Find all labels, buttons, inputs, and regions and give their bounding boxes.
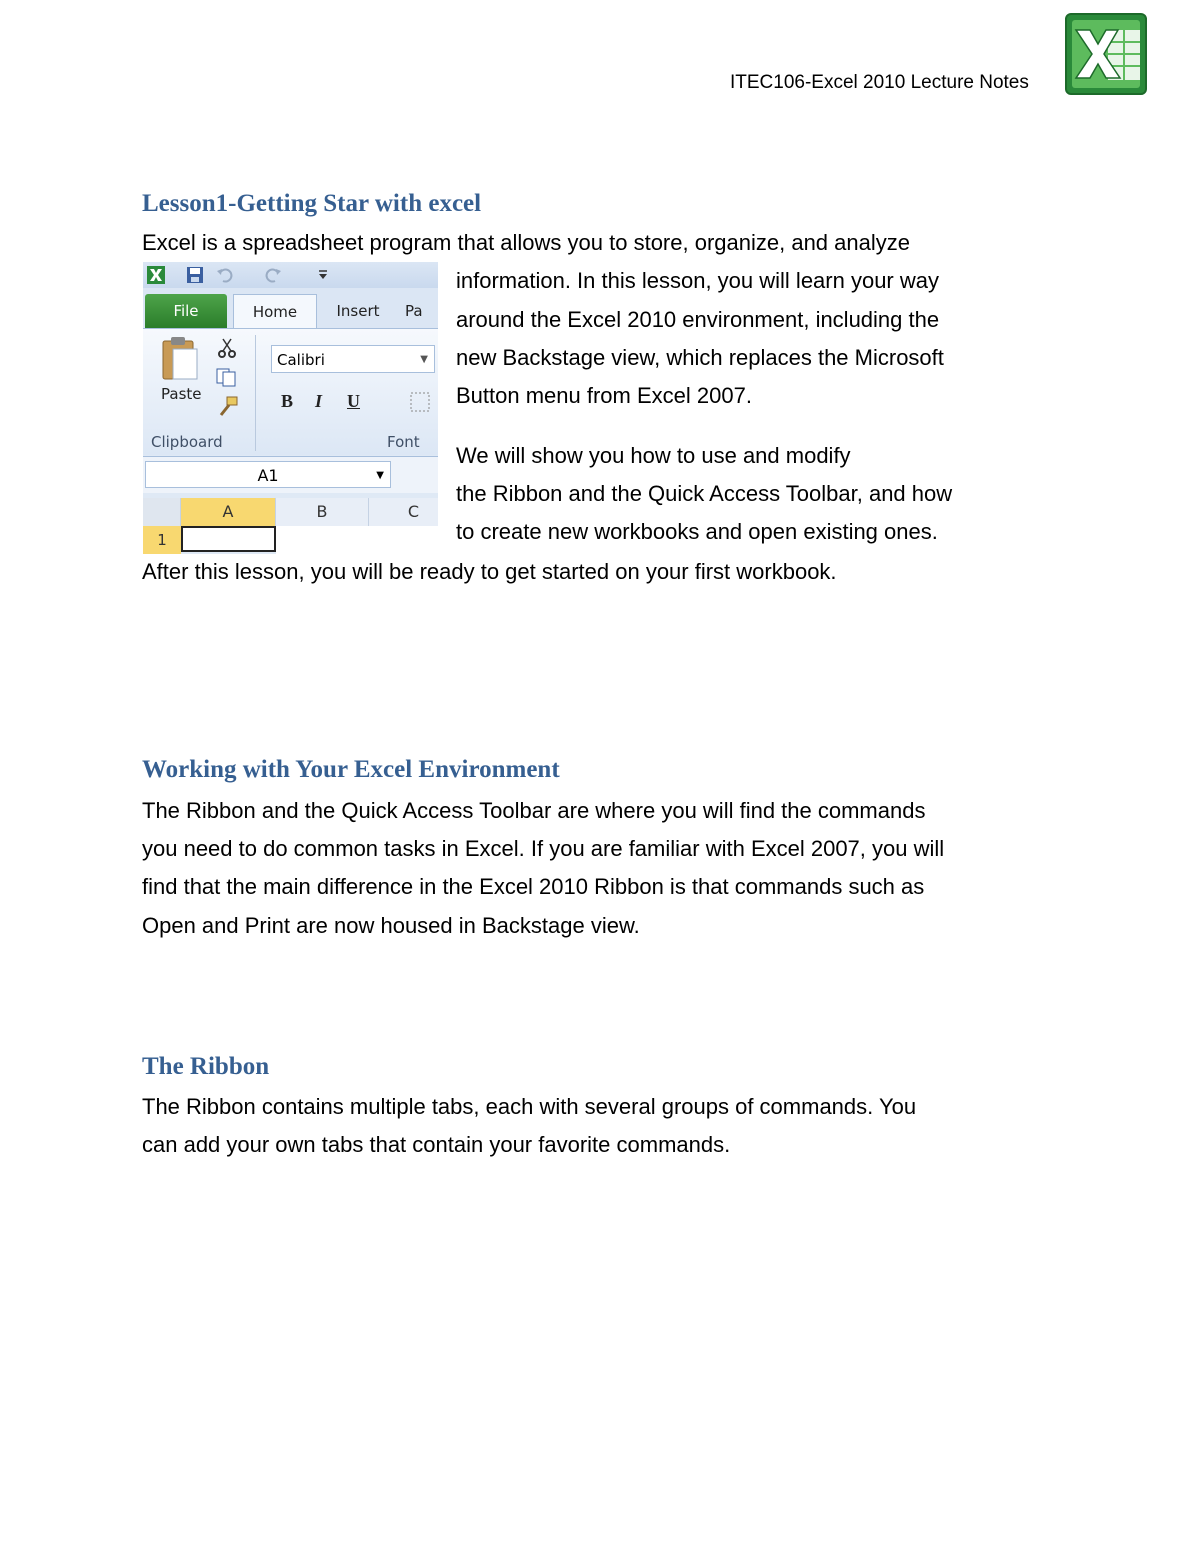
section-heading-environment: Working with Your Excel Environment [142,756,560,783]
column-header: C [369,498,438,526]
bold-button: B [281,391,294,411]
cell [276,526,438,554]
cut-icon [217,337,237,359]
paragraph-line: The Ribbon and the Quick Access Toolbar are where you will find the commands [142,798,926,823]
paragraph-line: Excel is a spreadsheet program that allows you to store, organize, and analyze [142,230,910,255]
row-header: 1 [143,526,181,554]
excel-app-icon [146,265,166,285]
excel-logo-icon [1064,12,1148,96]
paragraph-line: Button menu from Excel 2007. [456,383,752,408]
active-cell [181,526,276,552]
section-heading-ribbon: The Ribbon [142,1053,270,1080]
tab-page-layout: Pa [405,302,423,320]
excel-ribbon-screenshot [143,262,438,554]
paste-label: Paste [161,385,202,403]
header-title: ITEC106-Excel 2010 Lecture Notes [730,72,1029,93]
tab-insert: Insert [336,302,380,320]
ribbon-home [143,328,438,455]
paragraph-line: you need to do common tasks in Excel. If you are familiar with Excel 2007, you will [142,836,945,861]
font-name-value: Calibri [277,351,325,369]
paragraph-line: find that the main difference in the Excel 2010 Ribbon is that commands such as [142,874,925,899]
paragraph-line: new Backstage view, which replaces the Microsoft [456,345,944,370]
paragraph-line: can add your own tabs that contain your favorite commands. [142,1132,731,1157]
paragraph-line: the Ribbon and the Quick Access Toolbar, and how [456,481,953,506]
tab-home: Home [233,294,317,329]
customize-toolbar-icon [313,265,333,285]
redo-icon [263,265,283,285]
save-icon [185,265,205,285]
tab-file: File [145,294,227,328]
undo-icon [215,265,235,285]
borders-icon [409,391,431,413]
quick-access-toolbar [143,262,438,288]
paragraph-line: We will show you how to use and modify [456,443,851,468]
paragraph-line: Open and Print are now housed in Backstage view. [142,913,640,938]
name-box [145,461,391,488]
underline-button: U [347,391,360,411]
paragraph-line: After this lesson, you will be ready to get started on your first workbook. [142,559,837,584]
paragraph-line: information. In this lesson, you will learn your way [456,268,939,293]
italic-button: I [315,391,323,411]
select-all-corner [143,498,181,526]
clipboard-group-label: Clipboard [151,433,223,451]
format-painter-icon [217,395,239,417]
paragraph-line: to create new workbooks and open existing ones. [456,519,938,544]
formula-bar [143,456,438,493]
column-header: B [276,498,369,526]
chevron-down-icon: ▼ [420,354,428,365]
paragraph-line: The Ribbon contains multiple tabs, each with several groups of commands. You [142,1094,917,1119]
group-separator [255,335,256,451]
column-header: A [181,498,276,526]
chevron-down-icon: ▼ [376,470,384,481]
font-name-select [271,345,435,373]
ribbon-tabs [143,288,438,328]
copy-icon [215,367,239,387]
paste-icon [159,335,201,383]
section-heading-lesson1: Lesson1-Getting Star with excel [142,190,482,217]
paragraph-line: around the Excel 2010 environment, including the [456,307,940,332]
name-box-value: A1 [257,466,279,485]
font-group-label: Font [387,433,420,451]
